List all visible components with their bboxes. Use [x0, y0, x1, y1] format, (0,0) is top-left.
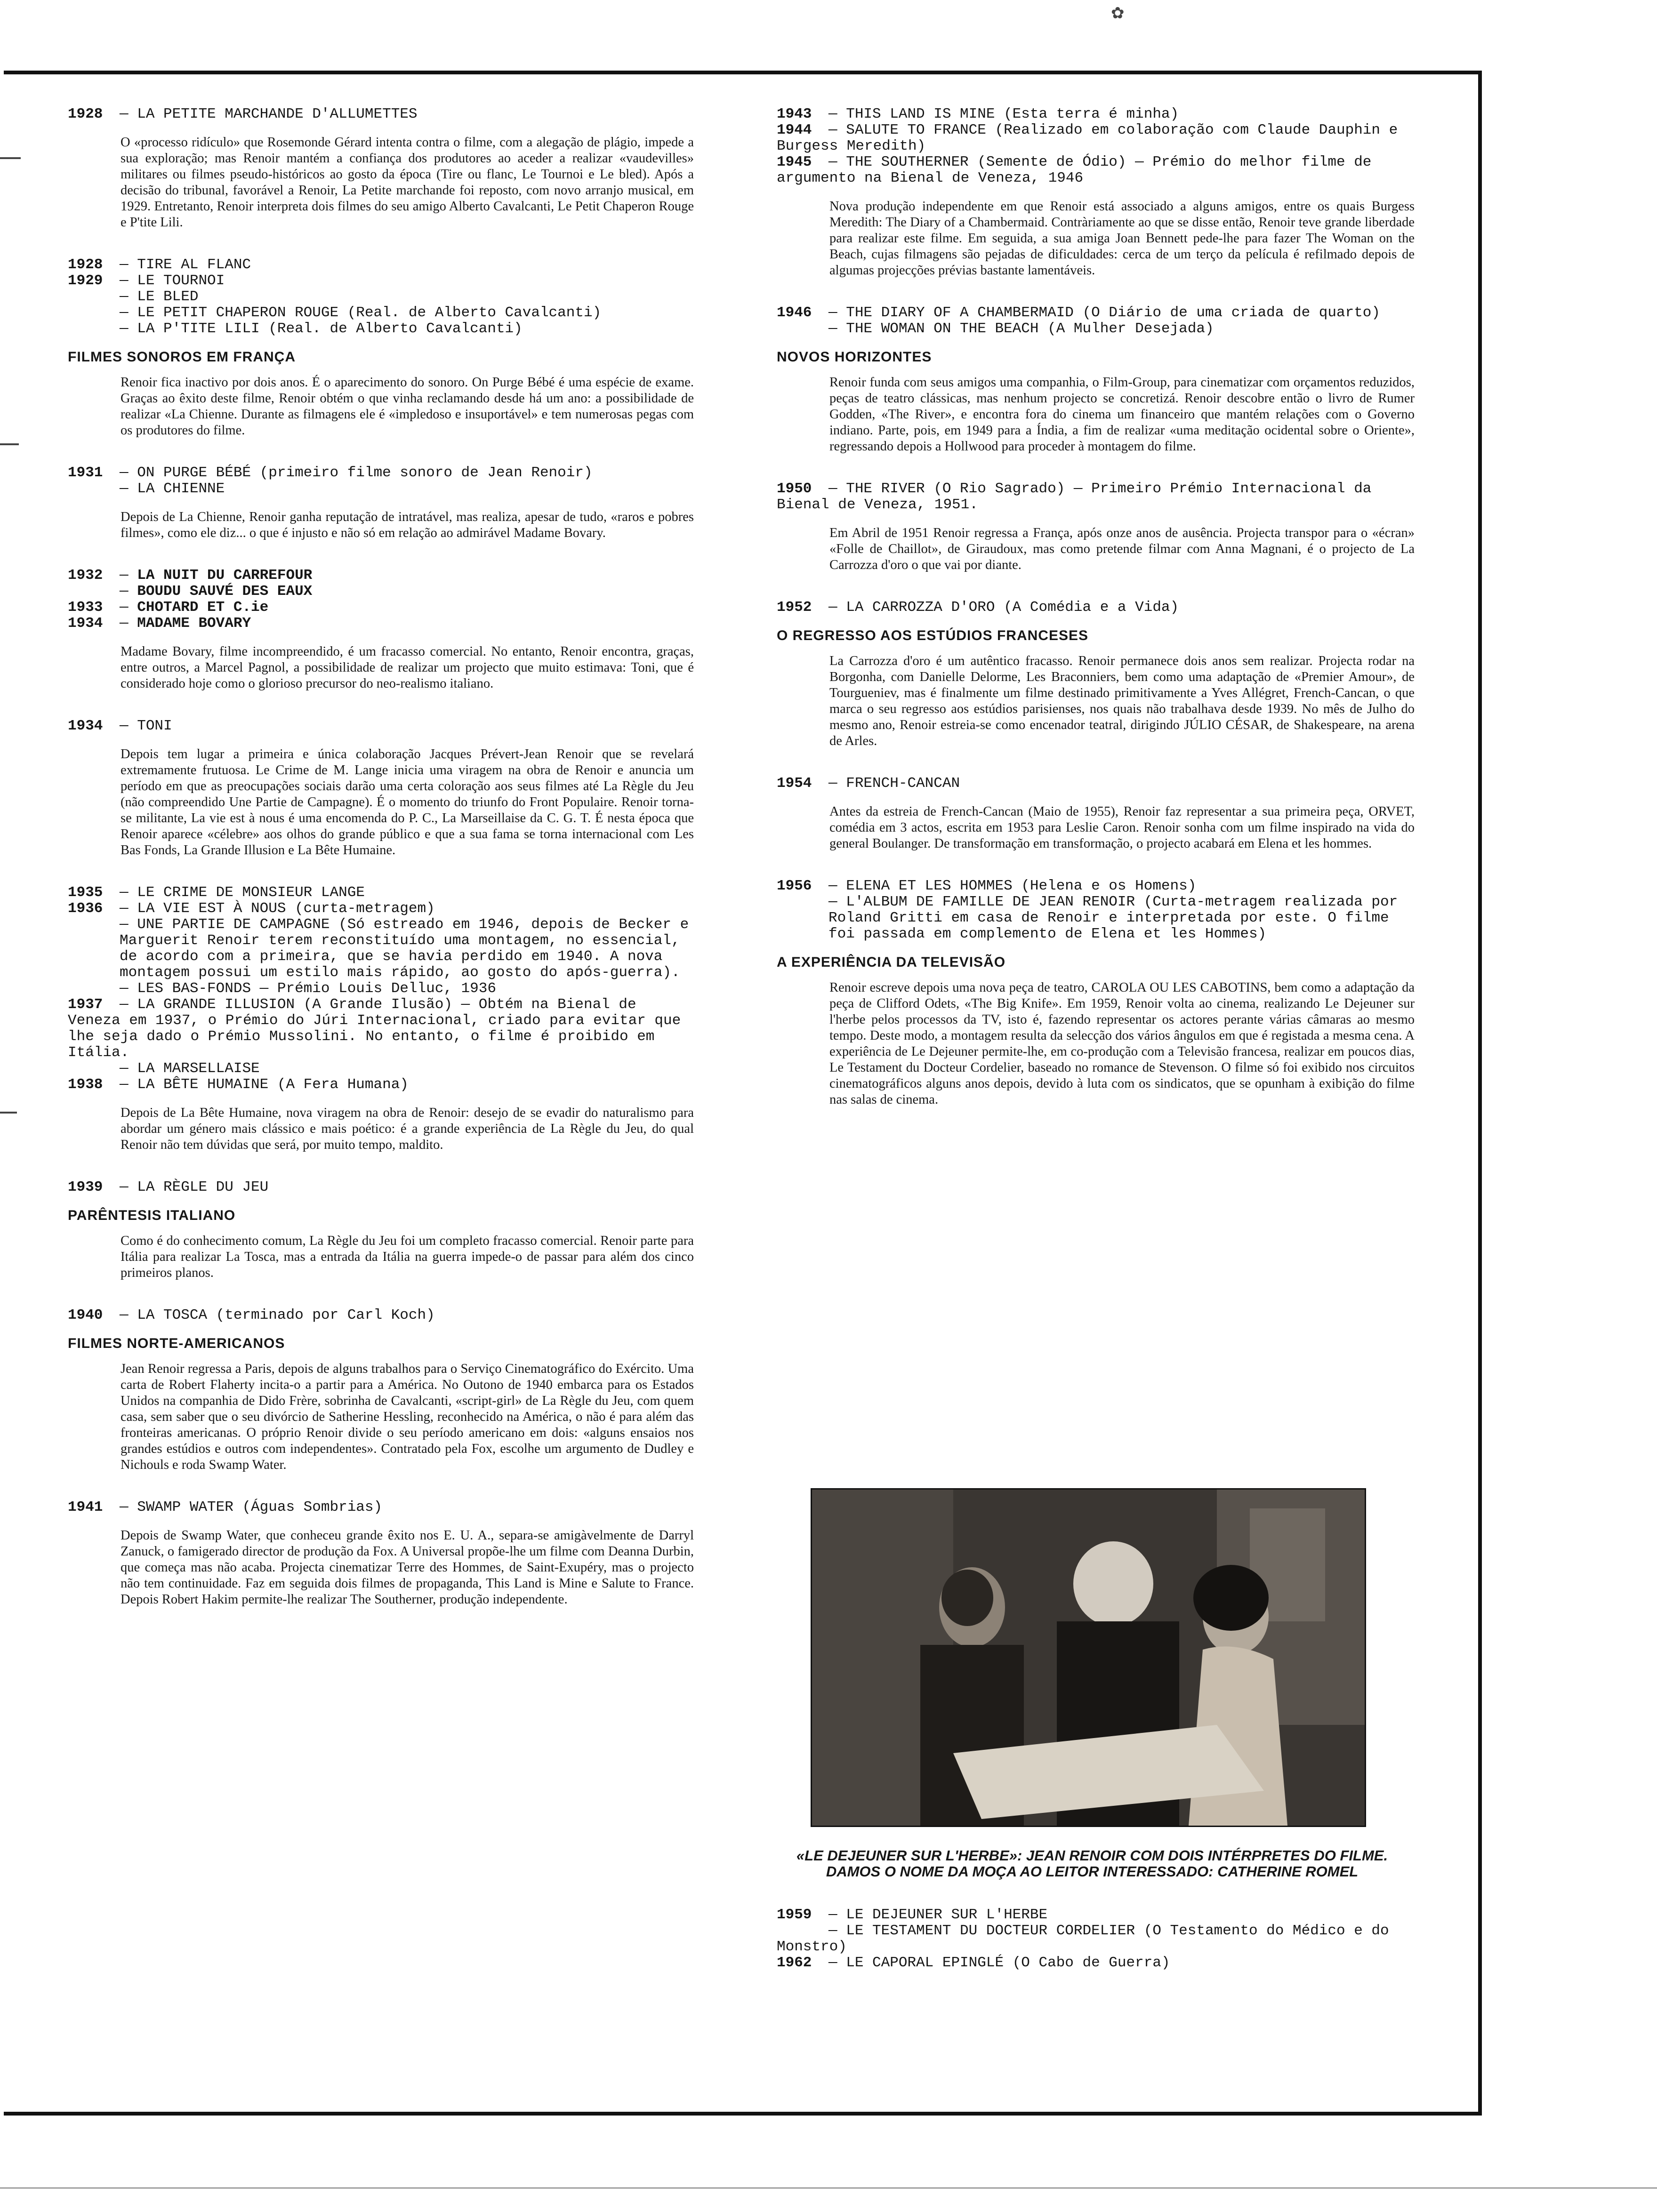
margin-mark [0, 1112, 17, 1114]
section-heading: FILMES NORTE-AMERICANOS [68, 1336, 285, 1351]
film-entry: 1952 — LA CARROZZA D'ORO (A Comédia e a Vida) [777, 599, 1179, 616]
film-entry: 1945 — THE SOUTHERNER (Semente de Ódio) — Prémio do melhor filme de argumento na Bienal de Veneza, 1946 [777, 154, 1372, 186]
film-entry: 1934 — MADAME BOVARY [68, 615, 251, 632]
top-ornament: ✿ [1111, 5, 1125, 22]
film-entry: 1946 — THE DIARY OF A CHAMBERMAID (O Diário de uma criada de quarto) [777, 305, 1381, 321]
section-heading: A EXPERIÊNCIA DA TELEVISÃO [777, 954, 1006, 970]
margin-mark [0, 443, 19, 445]
paragraph: Jean Renoir regressa a Paris, depois de alguns trabalhos para o Serviço Cinematográfico do Exército. Uma carta de Robert Flaherty incita-o a partir para a América. No Outono de 1940 embarca para os Estados Unidos na companhia de Dido Frère, sobrinha de Cavalcanti, «script-girl» de La Règle du Jeu, com quem casa, sem saber que o seu divórcio de Satherine Hessling, reconhecido na América, o não é para além das fronteiras americanas. O próprio Renoir divide o seu período americano em dois: «alguns ensaios nos grandes estúdios e outros com independentes». Contratado pela Fox, escolhe um argumento de Dudley e Nichouls e roda Swamp Water. [121, 1362, 694, 1472]
film-still-photo [811, 1488, 1366, 1827]
film-entry: — LE BLED [120, 289, 199, 305]
film-entry: 1941 — SWAMP WATER (Águas Sombrias) [68, 1499, 383, 1515]
photo-caption: «LE DEJEUNER SUR L'HERBE»: JEAN RENOIR COM DOIS INTÉRPRETES DO FILME. DAMOS O NOME DA MOÇA AO LEITOR INTERESSADO: CATHERINE ROMEL [796, 1847, 1388, 1880]
film-entry: 1931 — ON PURGE BÉBÉ (primeiro filme sonoro de Jean Renoir) [68, 465, 593, 481]
film-entry: — LES BAS-FONDS — Prémio Louis Delluc, 1936 [120, 980, 496, 997]
section-heading: FILMES SONOROS EM FRANÇA [68, 349, 296, 365]
film-entry: 1940 — LA TOSCA (terminado por Carl Koch) [68, 1307, 435, 1323]
right-column [777, 106, 1415, 1122]
film-entry: 1928 — LA PETITE MARCHANDE D'ALLUMETTES [68, 106, 418, 122]
film-entry: — LA MARSELLAISE [120, 1060, 260, 1077]
film-entry: 1936 — LA VIE EST À NOUS (curta-metragem) [68, 900, 435, 917]
film-entry: — L'ALBUM DE FAMILLE DE JEAN RENOIR (Curta-metragem realizada por Roland Gritti em casa de Renoir e interpretada por este. O filme foi passada em complemento de Elena et les Hommes) [828, 894, 1398, 942]
paragraph: Antes da estreia de French-Cancan (Maio de 1955), Renoir faz representar a sua primeira peça, ORVET, comédia em 3 actos, escrita em 1953 para Leslie Caron. Renoir sonha com um filme inspirado na vida do general Boulanger. De transformação em transformação, o projecto acabará em Elena et les hommes. [829, 804, 1415, 851]
film-entry: 1954 — FRENCH-CANCAN [777, 775, 960, 792]
film-entry: 1943 — THIS LAND IS MINE (Esta terra é minha) [777, 106, 1179, 122]
paragraph: Renoir funda com seus amigos uma companhia, o Film-Group, para cinematizar com orçamentos reduzidos, peças de teatro clássicas, mas nenhum projecto se concretizá. Renoir descobre então o livro de Rumer Godden, «The River», e encontra fora do cinema um financeiro que mantém relações com o Governo indiano. Parte, pois, em 1949 para a Índia, a fim de realizar «uma meditação ocidental sobre o Oriente», regressando depois a Hollwood para proceder à montagem do filme. [829, 375, 1415, 454]
film-entry: 1929 — LE TOURNOI [68, 272, 225, 289]
film-entry: — BOUDU SAUVÉ DES EAUX [120, 583, 313, 600]
section-heading: NOVOS HORIZONTES [777, 349, 932, 365]
film-entry: 1938 — LA BÊTE HUMAINE (A Fera Humana) [68, 1076, 409, 1093]
film-entry: 1962 — LE CAPORAL EPINGLÉ (O Cabo de Guerra) [777, 1955, 1170, 1971]
film-entry: — LA P'TITE LILI (Real. de Alberto Cavalcanti) [120, 321, 523, 337]
film-entry: 1937 — LA GRANDE ILLUSION (A Grande Ilusão) — Obtém na Bienal de Veneza em 1937, o Prémio do Júri Internacional, criado para evitar que lhe seja dado o Prémio Mussolini. No entanto, o filme é proibido em Itália. [68, 996, 681, 1061]
film-entry: 1944 — SALUTE TO FRANCE (Realizado em colaboração com Claude Dauphin e Burgess Meredith) [777, 122, 1398, 154]
left-column [68, 106, 694, 1622]
section-heading: O REGRESSO AOS ESTÚDIOS FRANCESES [777, 628, 1088, 643]
paragraph: Nova produção independente em que Renoir está associado a alguns amigos, entre os quais Burgess Meredith: The Diary of a Chambermaid. Contràriamente ao que se disse então, Renoir teve grande liberdade para realizar este filme. Em seguida, a sua amiga Joan Bennett pede-lhe para fazer The Woman on the Beach, cujas filmagens são pejadas de dificuldades: cerca de um terço da película é refilmado depois de algumas projecções prévias bastante lamentáveis. [829, 199, 1415, 278]
film-entry: 1933 — CHOTARD ET C.ie [68, 599, 269, 616]
paragraph: Depois de La Bête Humaine, nova viragem na obra de Renoir: desejo de se evadir do naturalismo para abordar um género mais clássico e mais poético: é a grande experiência de La Règle du Jeu, do qual Renoir não tem dúvidas que será, por muito tempo, maldito. [121, 1106, 694, 1152]
paragraph: Depois de Swamp Water, que conheceu grande êxito nos E. U. A., separa-se amigàvelmente de Darryl Zanuck, o famigerado director de produção da Fox. A Universal propõe-lhe um filme com Deanna Durbin, que começa mas não acaba. Projecta cinematizar Terre des Hommes, de Saint-Exupéry, mas o projecto não tem continuidade. Faz em seguida dois filmes de propaganda, This Land is Mine e Salute to France. Depois Robert Hakim permite-lhe realizar The Southerner, produção independente. [121, 1528, 694, 1607]
film-entry: 1934 — TONI [68, 718, 172, 734]
paragraph: Depois tem lugar a primeira e única colaboração Jacques Prévert-Jean Renoir que se revelará extremamente frutuosa. Le Crime de M. Lange inicia uma viragem na obra de Renoir e anuncia um período em que as preocupações sociais darão uma certa coloração aos seus filmes até La Règle du Jeu (não compreendido Une Partie de Campagne). É o momento do triunfo do Front Populaire. Renoir torna-se militante, La vie est à nous é uma encomenda do P. C., La Marseillaise da C. G. T. É nesta época que Renoir aparece «célebre» aos olhos do grande público e que a sua fama se torna internacional com Les Bas Fonds, La Grande Illusion e La Bête Humaine. [121, 747, 694, 858]
paragraph: Madame Bovary, filme incompreendido, é um fracasso comercial. No entanto, Renoir encontra, graças, entre outros, a Marcel Pagnol, a possibilidade de realizar um projecto que muito estimava: Toni, que é considerado hoje como o glorioso precursor do neo-realismo italiano. [121, 644, 694, 691]
film-entry: — LE PETIT CHAPERON ROUGE (Real. de Alberto Cavalcanti) [120, 305, 602, 321]
film-entry: 1959 — LE DEJEUNER SUR L'HERBE [777, 1907, 1048, 1923]
film-entry: 1939 — LA RÈGLE DU JEU [68, 1179, 269, 1195]
film-entry: — LA CHIENNE [120, 481, 225, 497]
film-entry: — UNE PARTIE DE CAMPAGNE (Só estreado em 1946, depois de Becker e Marguerit Renoir terem reconstituído uma montagem, no essencial, de acordo com a primeira, que se havia perdido em 1940. A nova montagem possui um estilo mais rápido, ao gosto do após-guerra). [120, 916, 689, 981]
paragraph: O «processo ridículo» que Rosemonde Gérard intenta contra o filme, com a alegação de plágio, impede a sua exploração; mas Renoir mantém a confiança dos produtores ao aceder a realizar «vaudevilles» militares ou filmes pseudo-históricos ao gosto da época (Tire ou flanc, Le Tournoi e Le bled). Após a decisão do tribunal, favorável a Renoir, La Petite marchande foi reposto, com novo arranjo musical, em 1929. Entretanto, Renoir interpreta dois filmes do seu amigo Alberto Cavalcanti, Le Petit Chaperon Rouge e P'tite Lili. [121, 135, 694, 230]
paragraph: Em Abril de 1951 Renoir regressa a França, após onze anos de ausência. Projecta transpor para o «écran» «Folle de Chaillot», de Giraudoux, mas como pretende filmar com Anna Magnani, é o projecto de La Carrozza d'oro o que vai por diante. [829, 526, 1415, 572]
film-entry: 1935 — LE CRIME DE MONSIEUR LANGE [68, 884, 365, 901]
film-entry: 1950 — THE RIVER (O Rio Sagrado) — Primeiro Prémio Internacional da Bienal de Veneza, 1951. [777, 481, 1372, 513]
paragraph: Renoir fica inactivo por dois anos. É o aparecimento do sonoro. On Purge Bébé é uma espécie de exame. Graças ao êxito deste filme, Renoir obtém o que vinha reclamando desde há um ano: a possibilidade de realizar «La Chienne. Durante as filmagens ele é «impledoso e insuportável» e tem numerosas pegas com os produtores do filme. [121, 375, 694, 438]
paragraph: La Carrozza d'oro é um autêntico fracasso. Renoir permanece dois anos sem realizar. Projecta rodar na Borgonha, com Danielle Delorme, Les Braconniers, bem como uma adaptação de «Premier Amour», de Tourgueniev, mas é finalmente um filme destinado primitivamente a Yves Allégret, French-Cancan, o que marca o seu regresso aos estúdios parisienses, nos quais não trabalhava desde 1939. No mês de Julho do mesmo ano, Renoir estreia-se como encenador teatral, dirigindo JÚLIO CÉSAR, de Shakespeare, na arena de Arles. [829, 654, 1415, 748]
film-entry: — THE WOMAN ON THE BEACH (A Mulher Desejada) [828, 321, 1214, 337]
section-heading: PARÊNTESIS ITALIANO [68, 1208, 236, 1223]
paragraph: Como é do conhecimento comum, La Règle du Jeu foi um completo fracasso comercial. Renoir parte para Itália para realizar La Tosca, mas a entrada da Itália na guerra impede-o de passar para além dos cinco primeiros planos. [121, 1234, 694, 1280]
paragraph: Renoir escreve depois uma nova peça de teatro, CAROLA OU LES CABOTINS, bem como a adaptação da peça de Clifford Odets, «The Big Knife». Em 1959, Renoir volta ao cinema, realizando Le Dejeuner sur l'herbe pelos processos da TV, isto é, fazendo representar os actores perante várias câmaras ao mesmo tempo. Deste modo, a montagem resulta da selecção dos vários ângulos em que é registada a mesma cena. A experiência de Le Dejeuner permite-lhe, em co-produção com a Televisão francesa, realizar em poucos dias, Le Testament du Docteur Cordelier, baseado no romance de Stevenson. O filme só foi exibido nos circuitos cinematográficos alguns anos depois, devido à luta com os sindicatos, que se opunham à exibição do filme nas salas de cinema. [829, 980, 1415, 1107]
photo-illustration [812, 1490, 1365, 1826]
film-entry: 1928 — TIRE AL FLANC [68, 256, 251, 273]
film-entry: 1932 — LA NUIT DU CARREFOUR [68, 567, 313, 584]
margin-mark [0, 157, 21, 159]
paragraph: Depois de La Chienne, Renoir ganha reputação de intratável, mas realiza, apesar de tudo, «raros e pobres filmes», como ele diz... o que é injusto e não só em relação ao admirável Madame Bovary. [121, 510, 694, 540]
film-entry: 1956 — ELENA ET LES HOMMES (Helena e os Homens) [777, 878, 1197, 894]
film-entry: — LE TESTAMENT DU DOCTEUR CORDELIER (O Testamento do Médico e do Monstro) [777, 1923, 1389, 1955]
late-filmography [777, 1907, 1415, 1971]
